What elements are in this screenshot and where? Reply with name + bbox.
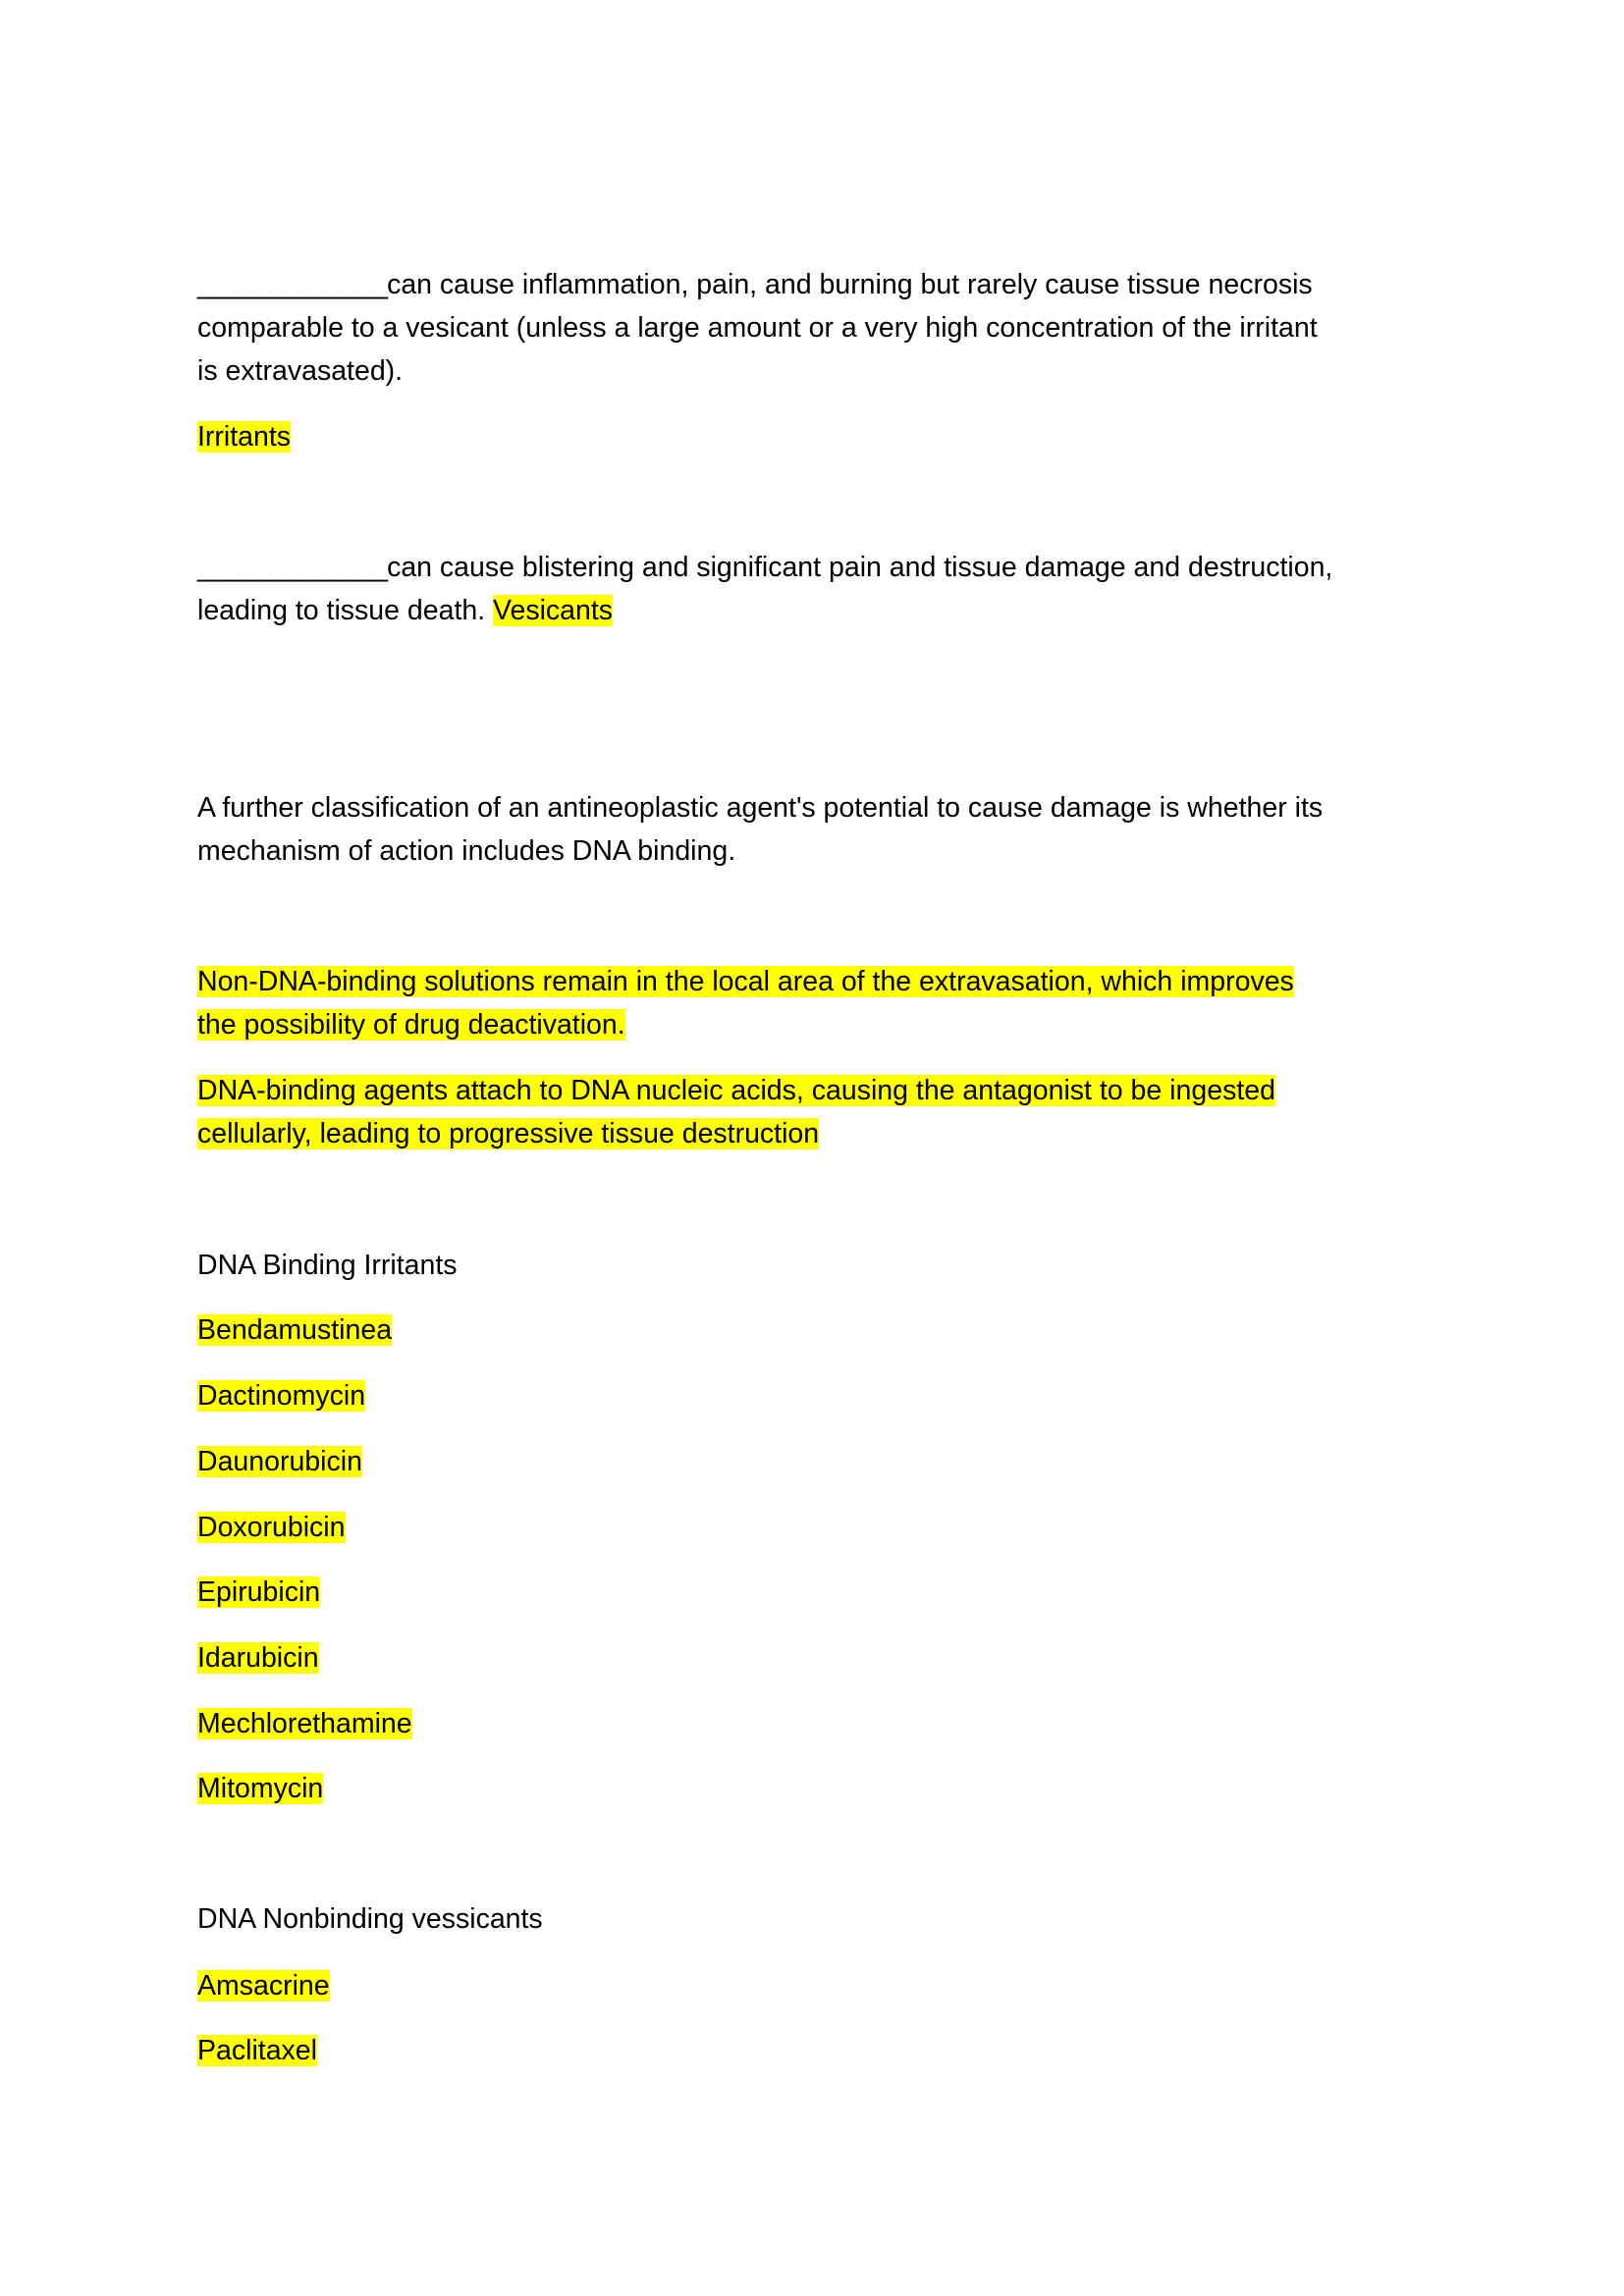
answer-blank: _____________ bbox=[197, 552, 388, 583]
binding-irritants-heading: DNA Binding Irritants bbox=[197, 1250, 458, 1281]
list-item bbox=[197, 2029, 317, 2072]
drug-name: Paclitaxel bbox=[197, 2035, 317, 2066]
drug-name: Idarubicin bbox=[197, 1642, 319, 1674]
q1-line-2: comparable to a vesicant (unless a large amount or a very high concentration of the irritant bbox=[197, 312, 1318, 344]
list-item bbox=[197, 1506, 346, 1549]
highlighted-text: Non-DNA-binding solutions remain in the local area of the extravasation, which improves bbox=[197, 966, 1294, 997]
list-item bbox=[197, 1636, 319, 1680]
q2-line-2 bbox=[197, 589, 613, 632]
list-item bbox=[197, 1571, 320, 1614]
classification-line-2: mechanism of action includes DNA binding. bbox=[197, 835, 736, 867]
q2-answer: Vesicants bbox=[493, 595, 614, 626]
non-dna-binding-line-2 bbox=[197, 1003, 625, 1046]
highlighted-text: cellularly, leading to progressive tissue destruction bbox=[197, 1118, 820, 1149]
list-item bbox=[197, 1308, 392, 1352]
q1-line-3: is extravasated). bbox=[197, 355, 404, 387]
q2-text: can cause blistering and significant pain and tissue damage and destruction, bbox=[387, 552, 1333, 583]
q1-text: can cause inflammation, pain, and burning but rarely cause tissue necrosis bbox=[387, 269, 1313, 300]
list-item bbox=[197, 1702, 412, 1745]
q2-text-2: leading to tissue death. bbox=[197, 595, 494, 626]
q1-line-1 bbox=[197, 263, 1313, 306]
drug-name: Epirubicin bbox=[197, 1576, 321, 1608]
answer-blank: _____________ bbox=[197, 269, 388, 300]
list-item bbox=[197, 1767, 323, 1810]
list-item bbox=[197, 1964, 330, 2007]
drug-name: Mitomycin bbox=[197, 1773, 324, 1804]
drug-name: Bendamustinea bbox=[197, 1314, 393, 1346]
dna-binding-line-1 bbox=[197, 1069, 1275, 1112]
highlighted-text: the possibility of drug deactivation. bbox=[197, 1009, 625, 1041]
drug-name: Amsacrine bbox=[197, 1970, 330, 2002]
non-dna-binding-line-1 bbox=[197, 960, 1294, 1003]
q2-line-1 bbox=[197, 546, 1332, 589]
list-item bbox=[197, 1374, 365, 1417]
nonbinding-vesicants-heading: DNA Nonbinding vessicants bbox=[197, 1903, 543, 1935]
drug-name: Daunorubicin bbox=[197, 1446, 362, 1477]
drug-name: Mechlorethamine bbox=[197, 1708, 412, 1739]
classification-line-1: A further classification of an antineoplastic agent's potential to cause damage is whether its bbox=[197, 792, 1324, 824]
dna-binding-line-2 bbox=[197, 1112, 819, 1155]
drug-name: Dactinomycin bbox=[197, 1380, 366, 1412]
list-item bbox=[197, 1440, 362, 1483]
q1-answer: Irritants bbox=[197, 421, 292, 453]
drug-name: Doxorubicin bbox=[197, 1512, 346, 1543]
q1-answer-line bbox=[197, 415, 291, 458]
highlighted-text: DNA-binding agents attach to DNA nucleic acids, causing the antagonist to be ingested bbox=[197, 1075, 1275, 1106]
